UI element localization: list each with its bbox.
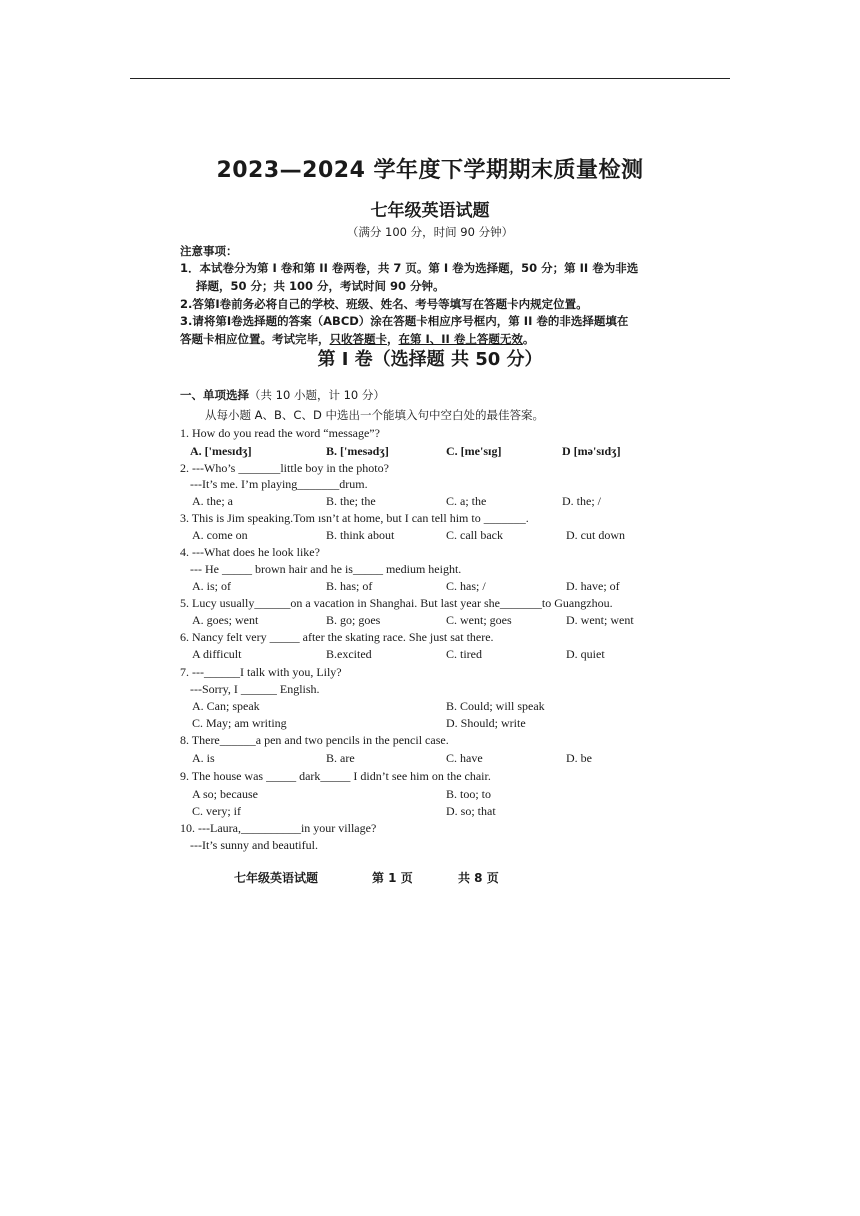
exam-title: 2023—2024 学年度下学期期末质量检测 — [216, 158, 644, 183]
q5-option-c: C. went; goes — [446, 613, 512, 627]
q5-option-a: A. goes; went — [192, 613, 259, 627]
q1-option-d: D [mə'sɪdʒ] — [562, 444, 621, 458]
q1-option-b: B. ['mesədʒ] — [326, 444, 389, 458]
q7-stem: 7. ---______I talk with you, Lily? — [180, 665, 342, 679]
q9-option-a: A so; because — [192, 787, 258, 801]
q8-option-b: B. are — [326, 751, 355, 765]
q2-option-d: D. the; / — [562, 494, 601, 508]
q5-option-d: D. went; went — [566, 613, 634, 627]
note-1b: 择题，50 分；共 100 分，考试时间 90 分钟。 — [196, 279, 445, 293]
q6-option-a: A difficult — [192, 647, 242, 661]
q9-stem: 9. The house was _____ dark_____ I didn’t see him on the chair. — [180, 769, 491, 783]
q2-stem-2: ---It’s me. I’m playing_______drum. — [190, 477, 368, 491]
footer-page-number: 第 1 页 — [372, 871, 413, 885]
q10-stem: 10. ---Laura,__________in your village? — [180, 821, 377, 835]
q9-option-c: C. very; if — [192, 804, 241, 818]
q5-option-b: B. go; goes — [326, 613, 381, 627]
q3-option-d: D. cut down — [566, 528, 625, 542]
footer-total-pages: 共 8 页 — [458, 871, 499, 885]
q6-option-b: B.excited — [326, 647, 372, 661]
q4-option-a: A. is; of — [192, 579, 231, 593]
q3-option-a: A. come on — [192, 528, 248, 542]
q1-option-a: A. ['mesɪdʒ] — [190, 444, 252, 458]
q5-stem: 5. Lucy usually______on a vacation in Shanghai. But last year she_______to Guangzhou. — [180, 596, 613, 610]
q7-option-b: B. Could; will speak — [446, 699, 545, 713]
notes-heading: 注意事项： — [180, 244, 238, 258]
q7-stem-2: ---Sorry, I ______ English. — [190, 682, 320, 696]
q3-option-b: B. think about — [326, 528, 395, 542]
top-rule — [130, 78, 730, 79]
q8-option-a: A. is — [192, 751, 215, 765]
q2-option-a: A. the; a — [192, 494, 233, 508]
q8-stem: 8. There______a pen and two pencils in the pencil case. — [180, 733, 449, 747]
q3-stem: 3. This is Jim speaking.Tom ısn’t at home, but I can tell him to _______. — [180, 511, 529, 525]
q7-option-d: D. Should; write — [446, 716, 526, 730]
q1-option-c: C. [me'sɪg] — [446, 444, 502, 458]
q2-stem: 2. ---Who’s _______little boy in the photo? — [180, 461, 389, 475]
q8-option-d: D. be — [566, 751, 592, 765]
q6-option-d: D. quiet — [566, 647, 605, 661]
q4-stem: 4. ---What does he look like? — [180, 545, 320, 559]
q8-option-c: C. have — [446, 751, 483, 765]
score-info: （满分 100 分，时间 90 分钟） — [346, 225, 514, 239]
q1-stem: 1. How do you read the word “message”? — [180, 426, 380, 440]
section-title: 一、单项选择（共 10 小题，计 10 分） — [180, 388, 385, 402]
exam-subtitle: 七年级英语试题 — [370, 201, 490, 221]
q4-option-d: D. have; of — [566, 579, 620, 593]
q4-option-c: C. has; / — [446, 579, 486, 593]
section-instruction: 从每小题 A、B、C、D 中选出一个能填入句中空白处的最佳答案。 — [205, 408, 544, 422]
q3-option-c: C. call back — [446, 528, 503, 542]
q7-option-c: C. May; am writing — [192, 716, 287, 730]
note-2: 2.答第I卷前务必将自己的学校、班级、姓名、考号等填写在答题卡内规定位置。 — [180, 297, 588, 311]
q6-option-c: C. tired — [446, 647, 482, 661]
q2-option-c: C. a; the — [446, 494, 487, 508]
q4-option-b: B. has; of — [326, 579, 373, 593]
q10-stem-2: ---It’s sunny and beautiful. — [190, 838, 318, 852]
part-heading: 第 I 卷（选择题 共 50 分） — [317, 349, 543, 370]
note-1a: 1．本试卷分为第 I 卷和第 II 卷两卷，共 7 页。第 I 卷为选择题，50 分；第 II 卷为非选 — [180, 261, 639, 275]
q9-option-d: D. so; that — [446, 804, 496, 818]
q4-stem-2: --- He _____ brown hair and he is_____ medium height. — [190, 562, 462, 576]
q7-option-a: A. Can; speak — [192, 699, 260, 713]
note-3a: 3.请将第I卷选择题的答案（ABCD）涂在答题卡相应序号框内，第 II 卷的非选择题填在 — [180, 314, 629, 328]
q2-option-b: B. the; the — [326, 494, 376, 508]
footer-exam-name: 七年级英语试题 — [234, 871, 319, 885]
q6-stem: 6. Nancy felt very _____ after the skating race. She just sat there. — [180, 630, 494, 644]
note-3b: 答题卡相应位置。考试完毕，只收答题卡，在第 I、II 卷上答题无效。 — [180, 332, 535, 346]
q9-option-b: B. too; to — [446, 787, 492, 801]
